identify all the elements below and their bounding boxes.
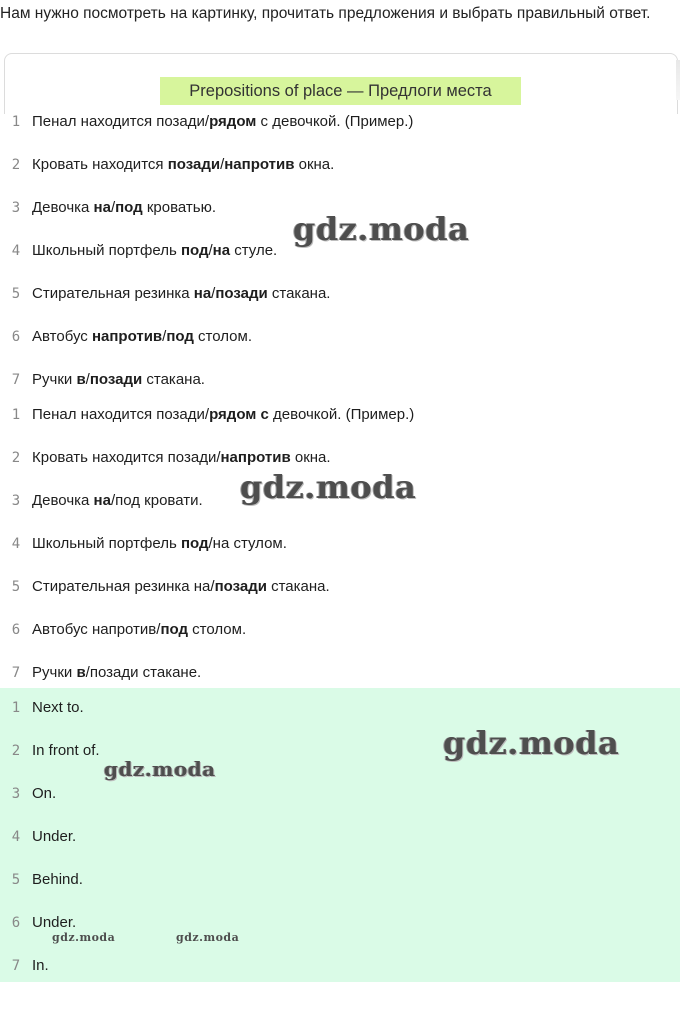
card-edge: [676, 60, 680, 100]
text-fragment: столом.: [193, 328, 252, 345]
solution-row: [0, 522, 680, 565]
highlighted-word: позади: [214, 578, 267, 595]
highlighted-word: напротив: [224, 156, 295, 173]
text-fragment: Школьный портфель: [32, 242, 181, 259]
text-fragment: кроватью.: [142, 199, 216, 216]
watermark: gdz.moda: [52, 931, 116, 944]
item-number: 2: [11, 156, 21, 173]
text-fragment: /на стулом.: [208, 535, 287, 552]
item-text: [32, 113, 413, 130]
item-number: 6: [11, 914, 21, 931]
item-number: 4: [11, 242, 21, 259]
highlighted-word: в: [76, 664, 86, 681]
highlighted-word: напротив: [220, 449, 291, 466]
text-fragment: с девочкой. (Пример.): [256, 113, 414, 130]
item-text: [32, 156, 334, 173]
item-number: 6: [11, 328, 21, 345]
item-text: Behind.: [32, 871, 83, 888]
item-text: [32, 492, 203, 509]
item-text: In front of.: [32, 742, 100, 759]
item-number: 1: [11, 699, 21, 716]
item-number: 5: [11, 285, 21, 302]
highlighted-word: рядом: [209, 113, 257, 130]
highlighted-word: под: [160, 621, 188, 638]
item-number: 5: [11, 871, 21, 888]
answers-row: [0, 815, 680, 858]
item-number: 7: [11, 957, 21, 974]
text-fragment: Автобус: [32, 328, 92, 345]
highlighted-word: на: [93, 199, 111, 216]
text-fragment: /: [211, 285, 216, 302]
item-text: Under.: [32, 828, 77, 845]
highlighted-word: напротив: [91, 328, 163, 345]
item-number: 2: [11, 742, 21, 759]
text-fragment: Автобус напротив/: [32, 621, 161, 638]
task-row: [0, 315, 680, 358]
item-text: [32, 621, 246, 638]
text-fragment: /: [85, 371, 90, 388]
highlighted-word: под: [166, 328, 194, 345]
text-fragment: Кровать находится позади/: [32, 449, 221, 466]
highlighted-word: позади: [167, 156, 221, 173]
text-fragment: стакана.: [266, 578, 330, 595]
item-text: [32, 535, 287, 552]
text-fragment: /позади стакане.: [85, 664, 202, 681]
item-number: 3: [11, 492, 21, 509]
text-fragment: стакана.: [267, 285, 331, 302]
highlighted-word: рядом с: [209, 406, 269, 423]
watermark: gdz.moda: [104, 757, 216, 781]
task-row: [0, 100, 680, 143]
text-fragment: Пенал находится позади/: [32, 113, 210, 130]
answers-row: [0, 772, 680, 815]
highlighted-word: на: [212, 242, 231, 259]
highlighted-word: позади: [215, 285, 268, 302]
text-fragment: окна.: [294, 156, 335, 173]
item-number: 3: [11, 199, 21, 216]
item-number: 2: [11, 449, 21, 466]
item-text: [32, 199, 216, 216]
watermark: gdz.moda: [240, 468, 417, 506]
highlighted-word: под: [180, 535, 209, 552]
item-text: On.: [32, 785, 57, 802]
text-fragment: /: [110, 199, 116, 216]
section-title: Prepositions of place — Предлоги места: [160, 77, 521, 105]
text-fragment: стакана.: [142, 371, 205, 388]
item-number: 4: [11, 828, 21, 845]
text-fragment: столом.: [187, 621, 247, 638]
text-fragment: стуле.: [230, 242, 278, 259]
item-text: [32, 328, 252, 345]
item-number: 7: [11, 664, 21, 681]
answers-row: [0, 858, 680, 901]
text-fragment: /: [162, 328, 167, 345]
highlighted-word: в: [76, 371, 86, 388]
text-fragment: /: [208, 242, 213, 259]
highlighted-word: позади: [89, 371, 143, 388]
item-number: 5: [11, 578, 21, 595]
text-fragment: /: [220, 156, 225, 173]
item-text: [32, 449, 331, 466]
item-text: [32, 578, 330, 595]
text-fragment: Стирательная резинка на/: [32, 578, 215, 595]
solution-row: [0, 393, 680, 436]
text-fragment: девочкой. (Пример.): [268, 406, 415, 423]
task-row: [0, 143, 680, 186]
item-number: 6: [11, 621, 21, 638]
highlighted-word: на: [193, 285, 212, 302]
watermark: gdz.moda: [293, 210, 470, 248]
highlighted-word: под: [180, 242, 209, 259]
highlighted-word: под: [115, 199, 143, 216]
solution-row: [0, 608, 680, 651]
text-fragment: Кровать находится: [32, 156, 168, 173]
answers-row: [0, 686, 680, 729]
item-text: [32, 285, 330, 302]
answers-row: [0, 944, 680, 987]
item-text: [32, 406, 414, 423]
text-fragment: Девочка: [32, 199, 94, 216]
text-fragment: Школьный портфель: [32, 535, 181, 552]
item-number: 3: [11, 785, 21, 802]
intro-text: Нам нужно посмотреть на картинку, прочитать предложения и выбрать правильный ответ.: [0, 5, 651, 22]
item-number: 4: [11, 535, 21, 552]
item-number: 7: [11, 371, 21, 388]
text-fragment: /под кровати.: [110, 492, 203, 509]
text-fragment: окна.: [290, 449, 331, 466]
item-number: 1: [11, 113, 21, 130]
item-text: In.: [32, 957, 49, 974]
text-fragment: Девочка: [32, 492, 94, 509]
task-row: [0, 272, 680, 315]
item-number: 1: [11, 406, 21, 423]
item-text: Next to.: [32, 699, 84, 716]
item-text: [32, 371, 205, 388]
text-fragment: Пенал находится позади/: [32, 406, 210, 423]
text-fragment: Стирательная резинка: [32, 285, 194, 302]
watermark: gdz.moda: [443, 724, 620, 762]
watermark: gdz.moda: [176, 931, 240, 944]
item-text: [32, 664, 201, 681]
highlighted-word: на: [93, 492, 111, 509]
text-fragment: Ручки: [32, 664, 77, 681]
item-text: Under.: [32, 914, 77, 931]
text-fragment: Ручки: [32, 371, 77, 388]
item-text: [32, 242, 277, 259]
solution-row: [0, 565, 680, 608]
